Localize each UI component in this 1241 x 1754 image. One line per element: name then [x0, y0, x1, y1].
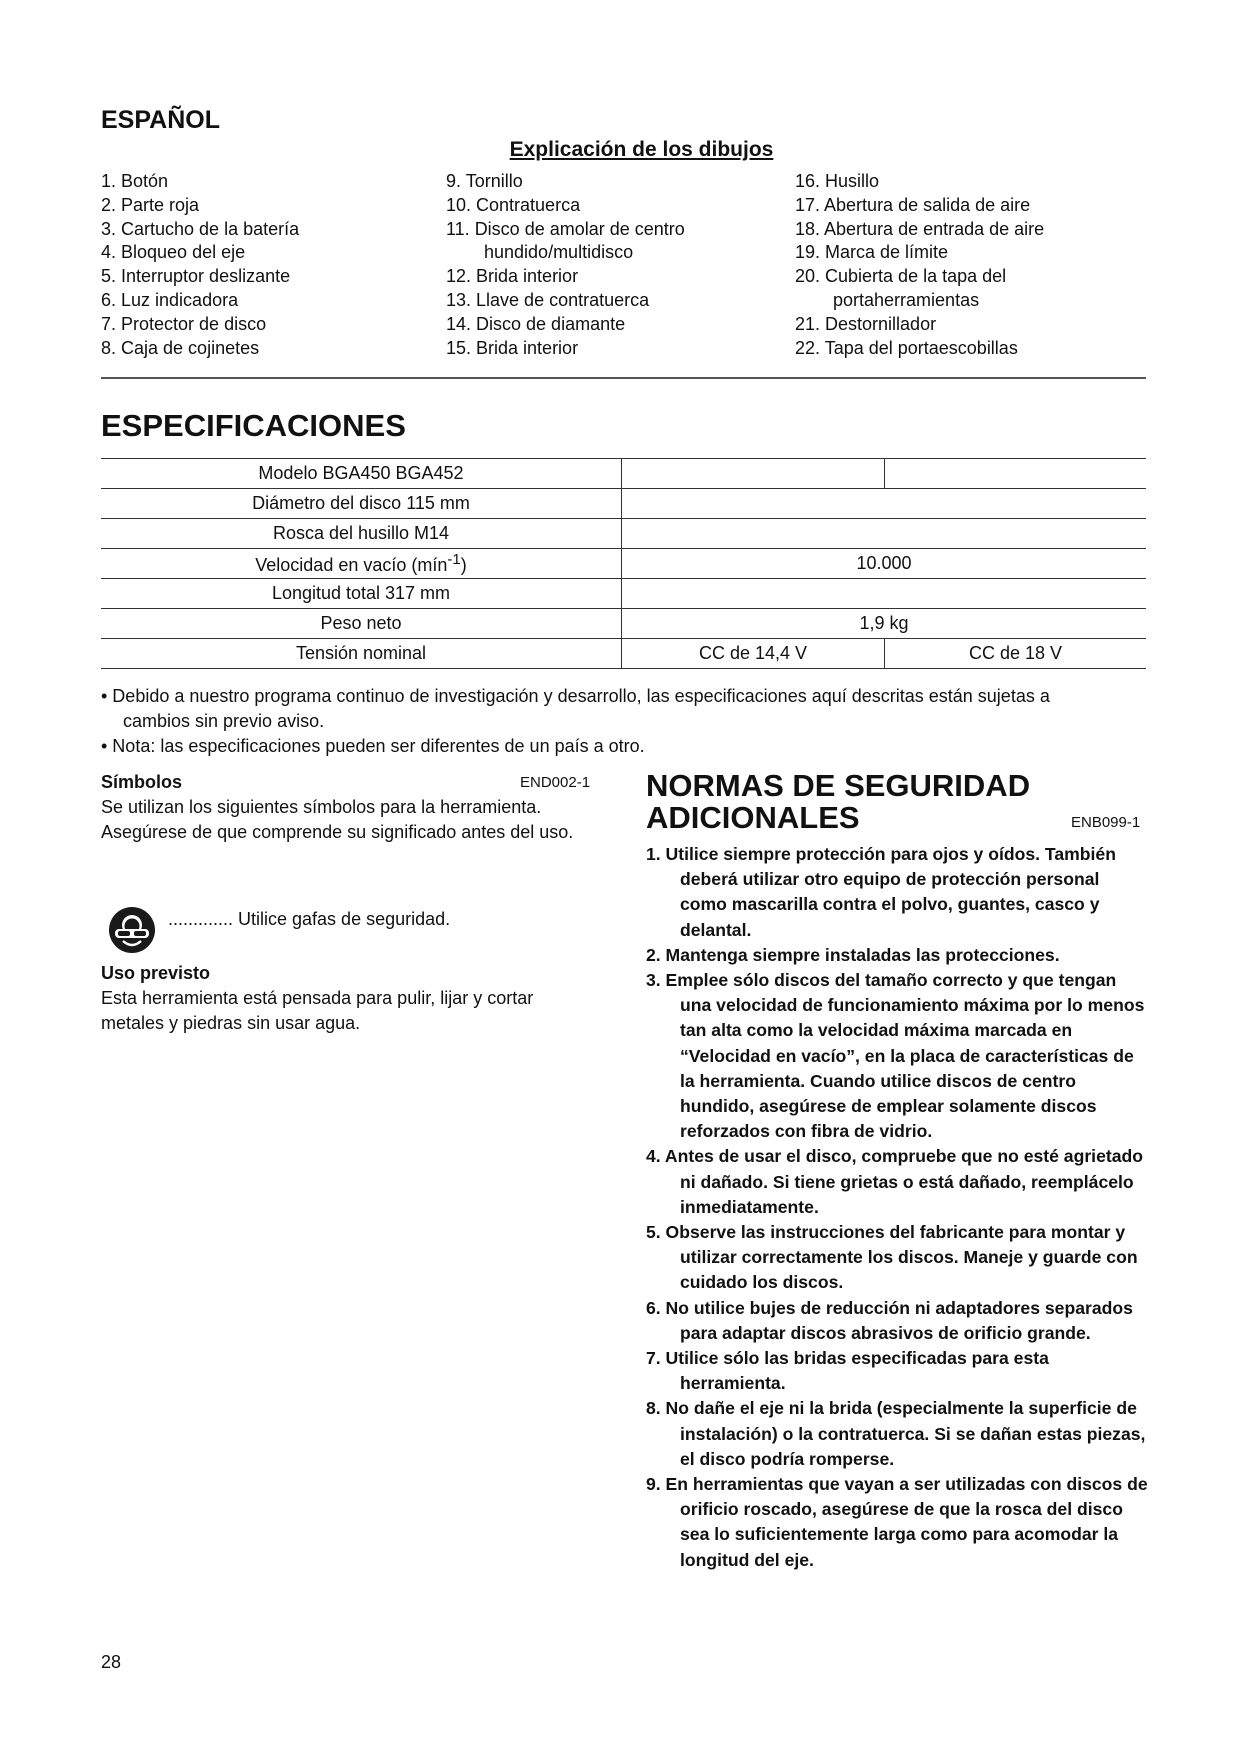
table-row [101, 549, 1146, 579]
legend-item: 13. Llave de contratuerca [446, 289, 650, 310]
legend-item-continuation: hundido/multidisco [484, 242, 634, 263]
legend-item: 7. Protector de disco [101, 313, 267, 334]
spec-value: 10.000 [622, 549, 1147, 579]
intended-use-text: Esta herramienta está pensada para pulir, lijar y cortar metales y piedras sin usar agua. [101, 988, 534, 1033]
spec-value [622, 579, 1147, 609]
section-divider [101, 377, 1146, 379]
spec-value [622, 459, 885, 489]
list-item: 3. Emplee sólo discos del tamaño correcto y que tengan una velocidad de funcionamiento máxima por lo menos tan alta como la velocidad máxima marcada en “Velocidad en vacío”, en la placa de características de la herramienta. Cuando utilice discos de centro hundido, asegúrese de emplear solamente discos reforzados con fibra de vidrio. [646, 970, 1145, 1142]
list-item: 5. Observe las instrucciones del fabricante para montar y utilizar correctamente los discos. Maneje y guarde con cuidado los discos. [646, 1222, 1138, 1293]
table-row [101, 609, 1146, 639]
legend-column-2 [446, 170, 786, 360]
legend-item: 2. Parte roja [101, 194, 200, 215]
legend-item: 4. Bloqueo del eje [101, 242, 246, 263]
legend-item: 9. Tornillo [446, 171, 523, 191]
spec-label: Peso neto [101, 609, 622, 639]
legend-item: 15. Brida interior [446, 337, 579, 358]
legend-item: 20. Cubierta de la tapa del [795, 266, 1007, 287]
list-item: 8. No dañe el eje ni la brida (especialmente la superficie de instalación) o la contratuerca. Si se dañan estas piezas, el disco podría romperse. [646, 1398, 1146, 1469]
spec-value [622, 489, 1147, 519]
table-row [101, 519, 1146, 549]
spec-value: CC de 14,4 V [622, 639, 885, 669]
specifications-title: ESPECIFICACIONES [101, 408, 406, 443]
safety-goggles-icon [107, 905, 157, 955]
legend-column-1 [101, 170, 431, 360]
legend-item: 22. Tapa del portaescobillas [795, 337, 1018, 358]
list-item: 6. No utilice bujes de reducción ni adaptadores separados para adaptar discos abrasivos de orificio grande. [646, 1297, 1133, 1343]
legend-item: 1. Botón [101, 171, 169, 191]
legend-item: 21. Destornillador [795, 313, 937, 334]
spec-label-text: ) [460, 555, 467, 575]
specifications-table [101, 458, 1146, 669]
spec-label: Longitud total 317 mm [101, 579, 622, 609]
spec-value: CC de 18 V [885, 639, 1147, 669]
legend-item: 3. Cartucho de la batería [101, 218, 300, 239]
safety-rules-list [646, 842, 1148, 1573]
intended-use-heading: Uso previsto [101, 963, 211, 983]
list-item: 1. Utilice siempre protección para ojos y oídos. También deberá utilizar otro equipo de protección personal como mascarilla contra el polvo, guantes, casco y delantal. [646, 844, 1116, 940]
symbols-text: Se utilizan los siguientes símbolos para la herramienta. Asegúrese de que comprende su significado antes del uso. [101, 797, 574, 842]
safety-rules-code: ENB099-1 [1071, 814, 1141, 831]
legend-item-continuation: portaherramientas [833, 289, 980, 310]
legend-item: 6. Luz indicadora [101, 289, 239, 310]
table-row [101, 459, 1146, 489]
safety-rules-title [646, 770, 1030, 834]
drawings-explanation-title: Explicación de los dibujos [509, 138, 774, 161]
table-row [101, 489, 1146, 519]
legend-item: 18. Abertura de entrada de aire [795, 218, 1045, 239]
spec-note-1: • Debido a nuestro programa continuo de investigación y desarrollo, las especificaciones aquí descritas están sujetas a [101, 686, 1050, 706]
list-item: 2. Mantenga siempre instaladas las protecciones. [646, 944, 1060, 965]
legend-item: 10. Contratuerca [446, 194, 581, 215]
legend-item: 17. Abertura de salida de aire [795, 194, 1031, 215]
safety-rules-title-line: NORMAS DE SEGURIDAD [646, 768, 1031, 803]
goggles-symbol-text: ............. Utilice gafas de seguridad. [168, 909, 451, 929]
legend-item: 16. Husillo [795, 171, 880, 191]
symbols-code: END002-1 [520, 774, 591, 791]
spec-label: Rosca del husillo M14 [101, 519, 622, 549]
legend-column-3 [795, 170, 1155, 360]
spec-label-text: Velocidad en vacío (mín [255, 555, 448, 575]
spec-label [101, 549, 622, 579]
legend-item: 14. Disco de diamante [446, 313, 626, 334]
spec-label: Modelo BGA450 BGA452 [101, 459, 622, 489]
table-row [101, 579, 1146, 609]
list-item: 7. Utilice sólo las bridas especificadas para esta herramienta. [646, 1348, 1049, 1394]
list-item: 4. Antes de usar el disco, compruebe que no esté agrietado ni dañado. Si tiene grietas o está dañado, reemplácelo inmediatamente. [646, 1146, 1143, 1217]
spec-value [885, 459, 1147, 489]
safety-rules-title-line: ADICIONALES [646, 800, 860, 835]
symbols-heading: Símbolos [101, 772, 183, 792]
list-item: 9. En herramientas que vayan a ser utilizadas con discos de orificio roscado, asegúrese de que la rosca del disco sea lo suficientemente larga como para acomodar la longitud del eje. [646, 1474, 1148, 1570]
spec-note-2: • Nota: las especificaciones pueden ser diferentes de un país a otro. [101, 736, 645, 756]
legend-item: 5. Interruptor deslizante [101, 266, 291, 287]
spec-value [622, 519, 1147, 549]
legend-item: 8. Caja de cojinetes [101, 337, 260, 358]
spec-note-1-continuation: cambios sin previo aviso. [123, 711, 325, 731]
table-row [101, 639, 1146, 669]
page-number: 28 [101, 1652, 122, 1672]
legend-item: 11. Disco de amolar de centro [446, 218, 685, 239]
language-heading: ESPAÑOL [101, 106, 220, 134]
legend-item: 12. Brida interior [446, 266, 579, 287]
legend-item: 19. Marca de límite [795, 242, 949, 263]
spec-label-superscript: -1 [447, 551, 461, 568]
spec-value: 1,9 kg [622, 609, 1147, 639]
spec-label: Diámetro del disco 115 mm [101, 489, 622, 519]
spec-label: Tensión nominal [101, 639, 622, 669]
